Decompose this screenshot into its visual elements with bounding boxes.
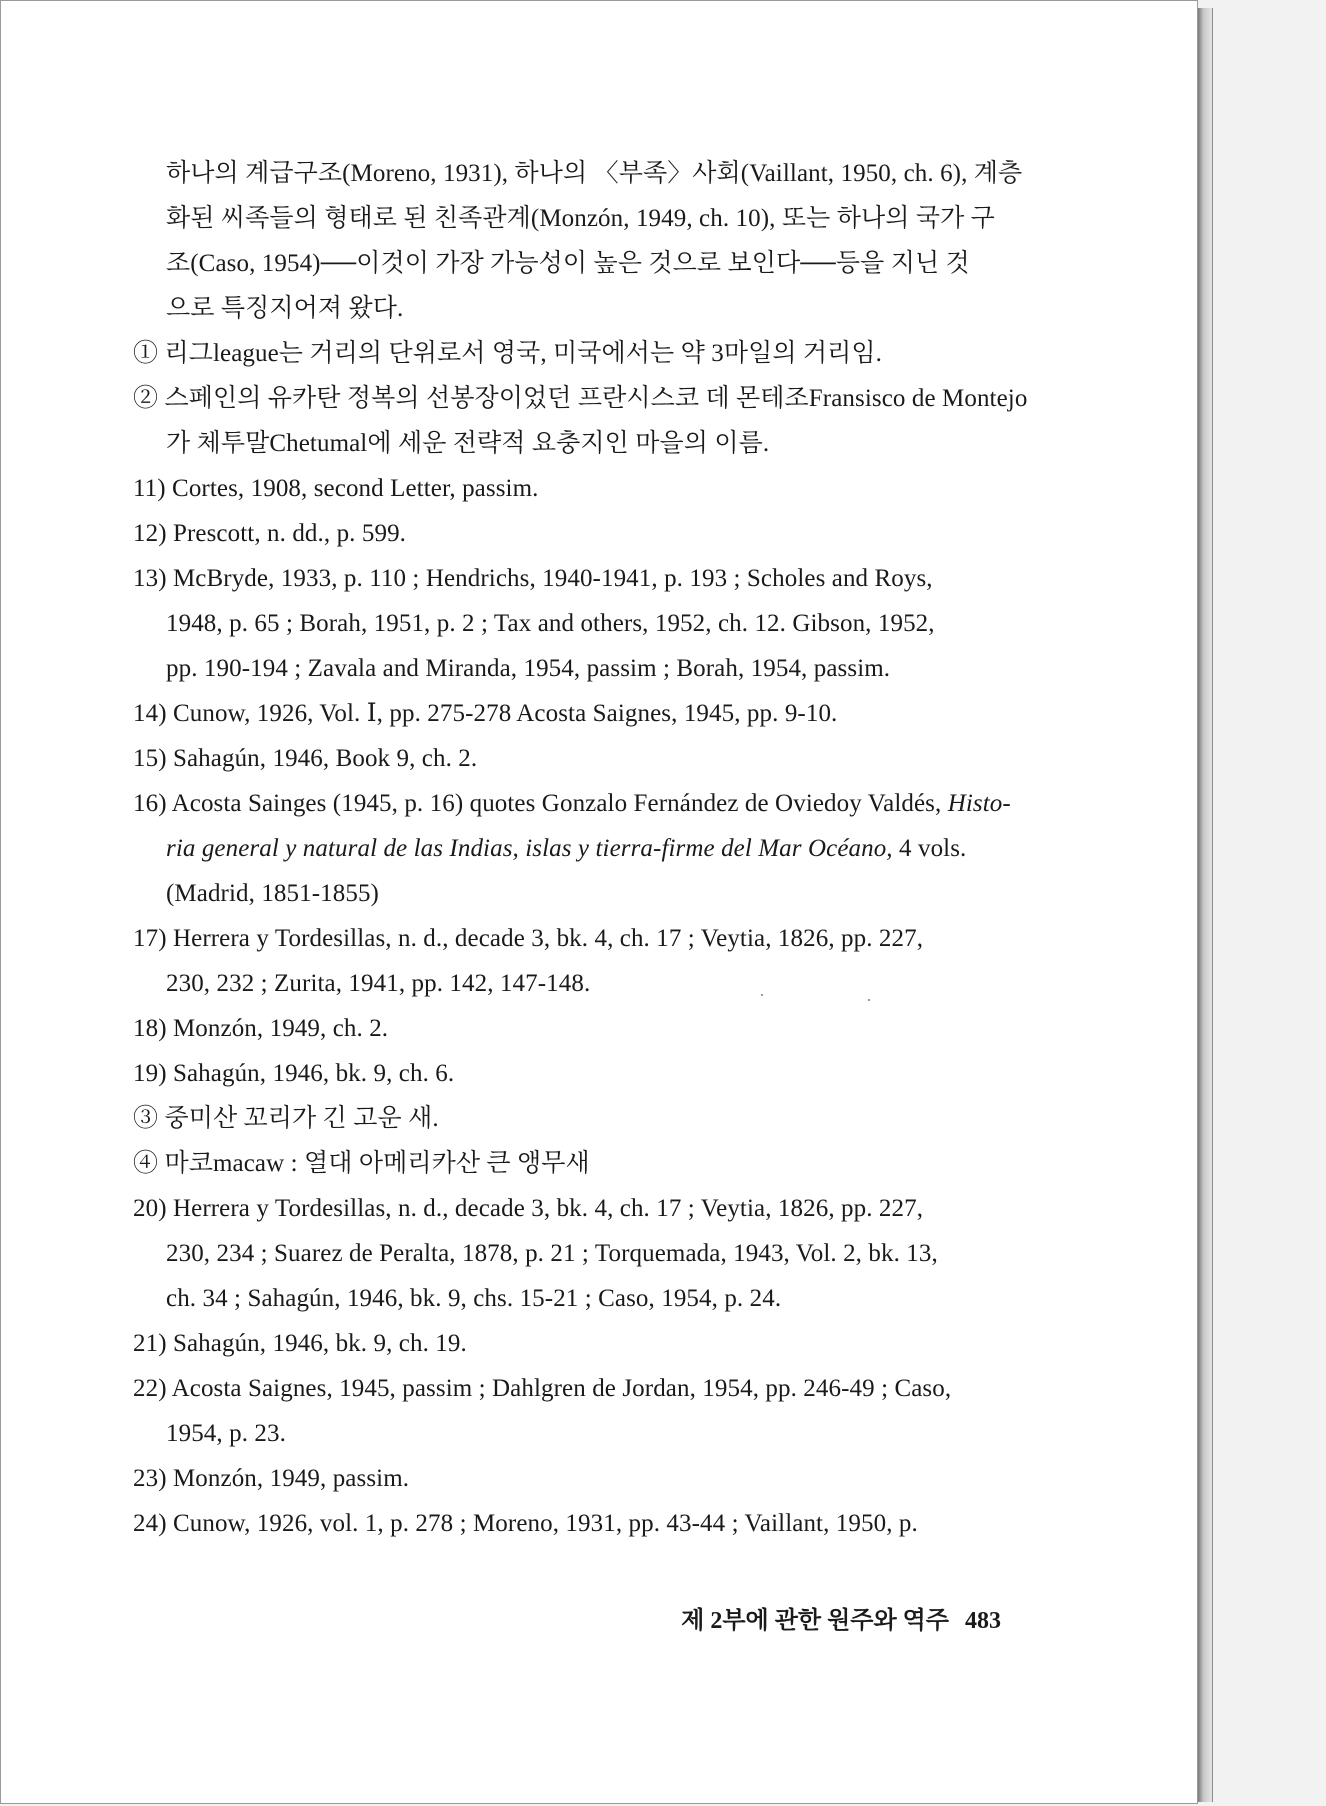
- note-line: [133, 826, 1028, 871]
- note-line-text: 19) Sahagún, 1946, bk. 9, ch. 6.: [133, 1060, 455, 1087]
- note-line-text: 17) Herrera y Tordesillas, n. d., decade 3, bk. 4, ch. 17 ; Veytia, 1826, pp. 227,: [133, 925, 924, 952]
- note-line: [133, 241, 1028, 286]
- note-line-text-after: 4 vols.: [892, 835, 967, 862]
- note-line-italic: Histo-: [947, 790, 1011, 817]
- note-line: [133, 376, 1028, 421]
- note-line-text: 23) Monzón, 1949, passim.: [133, 1465, 410, 1492]
- note-line: [133, 196, 1028, 241]
- note-line: [133, 1276, 1028, 1321]
- note-line-text: 14) Cunow, 1926, Vol. Ⅰ, pp. 275-278 Acosta Saignes, 1945, pp. 9-10.: [133, 700, 838, 727]
- note-line-text: ② 스페인의 유카탄 정복의 선봉장이었던 프란시스코 데 몬테조Fransisco de Montejo: [133, 385, 1028, 412]
- note-line-text: 22) Acosta Saignes, 1945, passim ; Dahlgren de Jordan, 1954, pp. 246-49 ; Caso,: [133, 1375, 952, 1402]
- scan-speck: [868, 999, 870, 1001]
- note-line-text: 15) Sahagún, 1946, Book 9, ch. 2.: [133, 745, 478, 772]
- page-footer: [661, 1600, 1001, 1635]
- note-line: [133, 1096, 1028, 1141]
- note-line: [133, 466, 1028, 511]
- note-line-text: 1948, p. 65 ; Borah, 1951, p. 2 ; Tax and others, 1952, ch. 12. Gibson, 1952,: [166, 610, 935, 637]
- note-line: [133, 1456, 1028, 1501]
- note-line-text: 가 체투말Chetumal에 세운 전략적 요충지인 마을의 이름.: [166, 430, 770, 457]
- note-line: [133, 151, 1028, 196]
- note-line-text: pp. 190-194 ; Zavala and Miranda, 1954, passim ; Borah, 1954, passim.: [166, 655, 891, 682]
- note-line: [133, 601, 1028, 646]
- note-line-italic: ria general y natural de las Indias, islas y tierra-firme del Mar Océano,: [166, 835, 893, 862]
- note-line: [133, 1186, 1028, 1231]
- note-line: [133, 781, 1028, 826]
- note-line-text: 230, 234 ; Suarez de Peralta, 1878, p. 21 ; Torquemada, 1943, Vol. 2, bk. 13,: [166, 1240, 938, 1267]
- note-line-text: ch. 34 ; Sahagún, 1946, bk. 9, chs. 15-21 ; Caso, 1954, p. 24.: [166, 1285, 782, 1312]
- note-line: [133, 736, 1028, 781]
- note-line: [133, 1231, 1028, 1276]
- note-line-text: 으로 특징지어져 왔다.: [166, 295, 404, 322]
- note-line-text: (Madrid, 1851-1855): [166, 880, 379, 907]
- note-line-text: 18) Monzón, 1949, ch. 2.: [133, 1015, 389, 1042]
- scan-speck: [761, 994, 763, 996]
- note-line: [133, 1051, 1028, 1096]
- note-line-text: 1954, p. 23.: [166, 1420, 286, 1447]
- note-line-text: 230, 232 ; Zurita, 1941, pp. 142, 147-148.: [166, 970, 591, 997]
- running-head: 제 2부에 관한 원주와 역주: [681, 1608, 949, 1634]
- note-line-text: ③ 중미산 꼬리가 긴 고운 새.: [133, 1105, 439, 1132]
- note-line: [133, 1366, 1028, 1411]
- note-line: [133, 421, 1028, 466]
- note-line: [133, 871, 1028, 916]
- note-line-text: 12) Prescott, n. dd., p. 599.: [133, 520, 407, 547]
- note-line-text: 16) Acosta Sainges (1945, p. 16) quotes Gonzalo Fernández de Oviedoy Valdés,: [133, 790, 948, 817]
- note-line: [133, 1141, 1028, 1186]
- note-line: [133, 691, 1028, 736]
- note-line: [133, 1006, 1028, 1051]
- note-line: [133, 1411, 1028, 1456]
- note-line: [133, 1501, 1028, 1546]
- note-line: [133, 556, 1028, 601]
- note-line-text: ④ 마코macaw : 열대 아메리카산 큰 앵무새: [133, 1150, 590, 1177]
- note-line: [133, 1321, 1028, 1366]
- note-line: [133, 961, 1028, 1006]
- note-line-text: 조(Caso, 1954)──이것이 가장 가능성이 높은 것으로 보인다──등을 지닌 것: [166, 250, 970, 277]
- note-line: [133, 331, 1028, 376]
- note-line-text: 화된 씨족들의 형태로 된 친족관계(Monzón, 1949, ch. 10), 또는 하나의 국가 구: [166, 205, 995, 232]
- note-line: [133, 916, 1028, 961]
- note-line-text: 20) Herrera y Tordesillas, n. d., decade 3, bk. 4, ch. 17 ; Veytia, 1826, pp. 227,: [133, 1195, 924, 1222]
- note-line-text: 21) Sahagún, 1946, bk. 9, ch. 19.: [133, 1330, 467, 1357]
- page-number: 483: [965, 1608, 1001, 1634]
- page-edge: [1198, 8, 1213, 1802]
- note-line: [133, 511, 1028, 556]
- note-line-text: ① 리그league는 거리의 단위로서 영국, 미국에서는 약 3마일의 거리임.: [133, 340, 883, 367]
- note-line: [133, 286, 1028, 331]
- note-line: [133, 646, 1028, 691]
- note-line-text: 하나의 계급구조(Moreno, 1931), 하나의 〈부족〉사회(Vaillant, 1950, ch. 6), 계층: [166, 160, 1023, 187]
- note-line-text: 13) McBryde, 1933, p. 110 ; Hendrichs, 1940-1941, p. 193 ; Scholes and Roys,: [133, 565, 933, 592]
- notes-text-block: [133, 151, 1028, 1546]
- note-line-text: 24) Cunow, 1926, vol. 1, p. 278 ; Moreno, 1931, pp. 43-44 ; Vaillant, 1950, p.: [133, 1510, 918, 1537]
- note-line-text: 11) Cortes, 1908, second Letter, passim.: [133, 475, 539, 502]
